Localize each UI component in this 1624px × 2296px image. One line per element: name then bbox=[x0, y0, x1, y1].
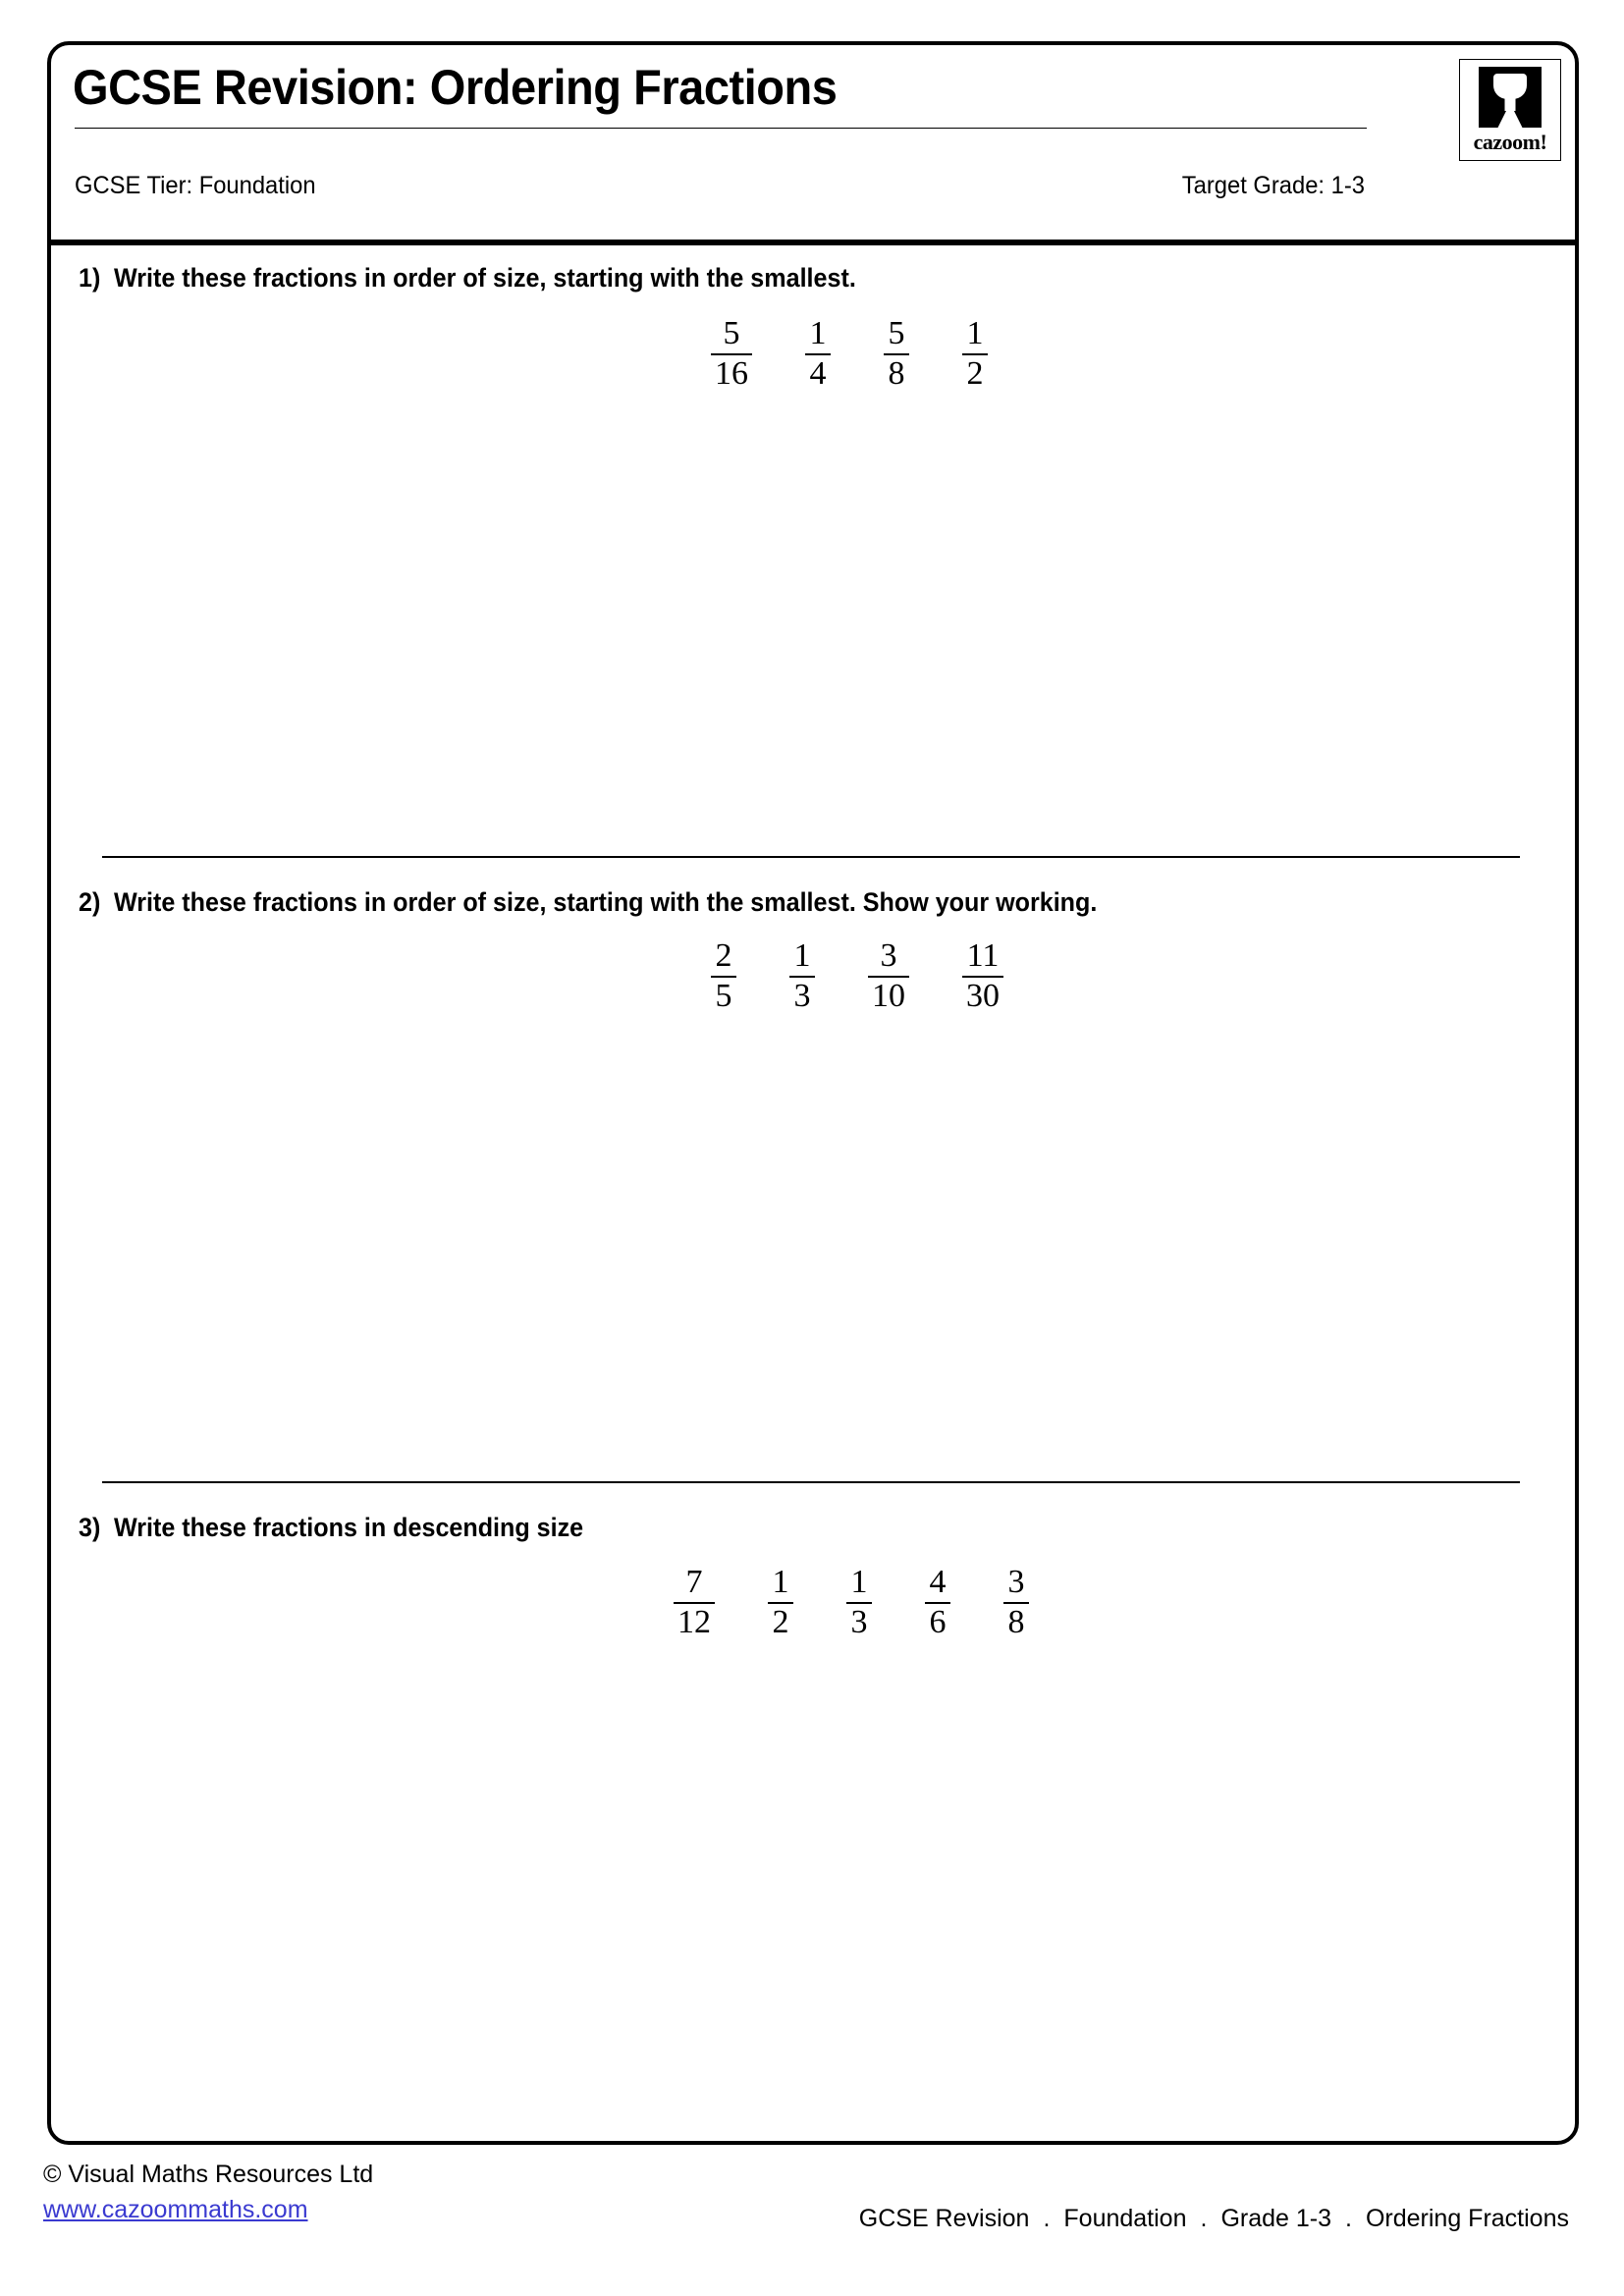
goblet-icon bbox=[1479, 67, 1542, 128]
fraction bbox=[884, 316, 909, 392]
question-2 bbox=[51, 885, 1575, 1014]
target-grade-label: Target Grade: 1-3 bbox=[1181, 172, 1365, 199]
cazoom-logo bbox=[1459, 59, 1561, 161]
fraction-numerator: 4 bbox=[929, 1564, 947, 1600]
fraction-denominator: 6 bbox=[929, 1604, 947, 1640]
question-1-number: 1) bbox=[79, 263, 101, 293]
fraction-numerator: 3 bbox=[880, 937, 897, 974]
fraction bbox=[768, 1565, 793, 1640]
fraction bbox=[868, 938, 909, 1014]
fraction bbox=[846, 1565, 872, 1640]
fraction-denominator: 30 bbox=[966, 978, 1000, 1014]
question-3-heading bbox=[51, 1511, 1575, 1544]
goblet-stem-shape bbox=[1505, 97, 1516, 111]
fraction-denominator: 2 bbox=[966, 355, 984, 392]
question-2-heading bbox=[51, 885, 1575, 919]
question-2-number: 2) bbox=[79, 887, 101, 917]
fraction-denominator: 8 bbox=[1007, 1604, 1025, 1640]
question-1-fractions bbox=[51, 316, 1575, 392]
subheader bbox=[75, 171, 1365, 200]
question-2-text: Write these fractions in order of size, starting with the smallest. Show your working. bbox=[114, 887, 1098, 917]
question-1 bbox=[51, 261, 1575, 392]
question-separator-2 bbox=[102, 1481, 1520, 1483]
fraction-numerator: 1 bbox=[772, 1564, 789, 1600]
page-title: GCSE Revision: Ordering Fractions bbox=[73, 60, 838, 115]
cazoom-wordmark: cazoom! bbox=[1473, 130, 1547, 154]
fraction bbox=[962, 316, 988, 392]
fraction-numerator: 2 bbox=[715, 937, 732, 974]
fraction bbox=[1003, 1565, 1029, 1640]
fraction-denominator: 16 bbox=[715, 355, 748, 392]
fraction-denominator: 3 bbox=[793, 978, 811, 1014]
cazoommaths-link[interactable]: www.cazoommaths.com bbox=[43, 2196, 308, 2223]
fraction-numerator: 1 bbox=[850, 1564, 868, 1600]
fraction-numerator: 5 bbox=[723, 315, 740, 351]
breadcrumb-item-2: Grade 1-3 bbox=[1220, 2205, 1332, 2232]
fraction-numerator: 1 bbox=[793, 937, 811, 974]
fraction-denominator: 2 bbox=[772, 1604, 789, 1640]
footer-left-block bbox=[43, 2158, 373, 2225]
fraction bbox=[925, 1565, 950, 1640]
breadcrumb-separator: . bbox=[1345, 2205, 1352, 2232]
breadcrumb-separator: . bbox=[1200, 2205, 1208, 2232]
fraction-denominator: 12 bbox=[677, 1604, 711, 1640]
copyright-text: © Visual Maths Resources Ltd bbox=[43, 2161, 374, 2188]
goblet-bowl-shape bbox=[1493, 74, 1527, 99]
question-3-fractions bbox=[51, 1565, 1575, 1640]
fraction-denominator: 8 bbox=[888, 355, 905, 392]
fraction bbox=[711, 316, 752, 392]
goblet-base-shape bbox=[1498, 109, 1523, 128]
fraction-numerator: 11 bbox=[966, 937, 1000, 974]
question-1-text: Write these fractions in order of size, starting with the smallest. bbox=[114, 263, 856, 293]
gcse-tier-label: GCSE Tier: Foundation bbox=[75, 172, 316, 199]
worksheet-header bbox=[51, 45, 1575, 245]
breadcrumb-item-3: Ordering Fractions bbox=[1365, 2205, 1569, 2232]
fraction-numerator: 1 bbox=[966, 315, 984, 351]
worksheet-border-box bbox=[47, 41, 1579, 2145]
breadcrumb-item-1: Foundation bbox=[1063, 2205, 1187, 2232]
footer-breadcrumb bbox=[859, 2203, 1569, 2234]
fraction bbox=[789, 938, 815, 1014]
title-underline-rule bbox=[75, 128, 1367, 129]
fraction-denominator: 4 bbox=[809, 355, 827, 392]
fraction bbox=[962, 938, 1003, 1014]
fraction-numerator: 5 bbox=[888, 315, 905, 351]
breadcrumb-separator: . bbox=[1043, 2205, 1051, 2232]
question-separator-1 bbox=[102, 856, 1520, 858]
page-footer bbox=[0, 2158, 1624, 2266]
fraction-numerator: 3 bbox=[1007, 1564, 1025, 1600]
fraction-denominator: 3 bbox=[850, 1604, 868, 1640]
fraction-numerator: 1 bbox=[809, 315, 827, 351]
question-3-number: 3) bbox=[79, 1513, 101, 1542]
fraction bbox=[674, 1565, 715, 1640]
title-block bbox=[73, 55, 1388, 129]
fraction-numerator: 7 bbox=[685, 1564, 703, 1600]
question-2-fractions bbox=[51, 938, 1575, 1014]
fraction bbox=[805, 316, 831, 392]
fraction bbox=[711, 938, 736, 1014]
fraction-denominator: 5 bbox=[715, 978, 732, 1014]
fraction-denominator: 10 bbox=[872, 978, 905, 1014]
question-1-heading bbox=[51, 261, 1575, 294]
question-3-text: Write these fractions in descending size bbox=[114, 1513, 584, 1542]
header-divider-rule bbox=[51, 240, 1575, 245]
question-3 bbox=[51, 1511, 1575, 1640]
breadcrumb-item-0: GCSE Revision bbox=[858, 2205, 1030, 2232]
